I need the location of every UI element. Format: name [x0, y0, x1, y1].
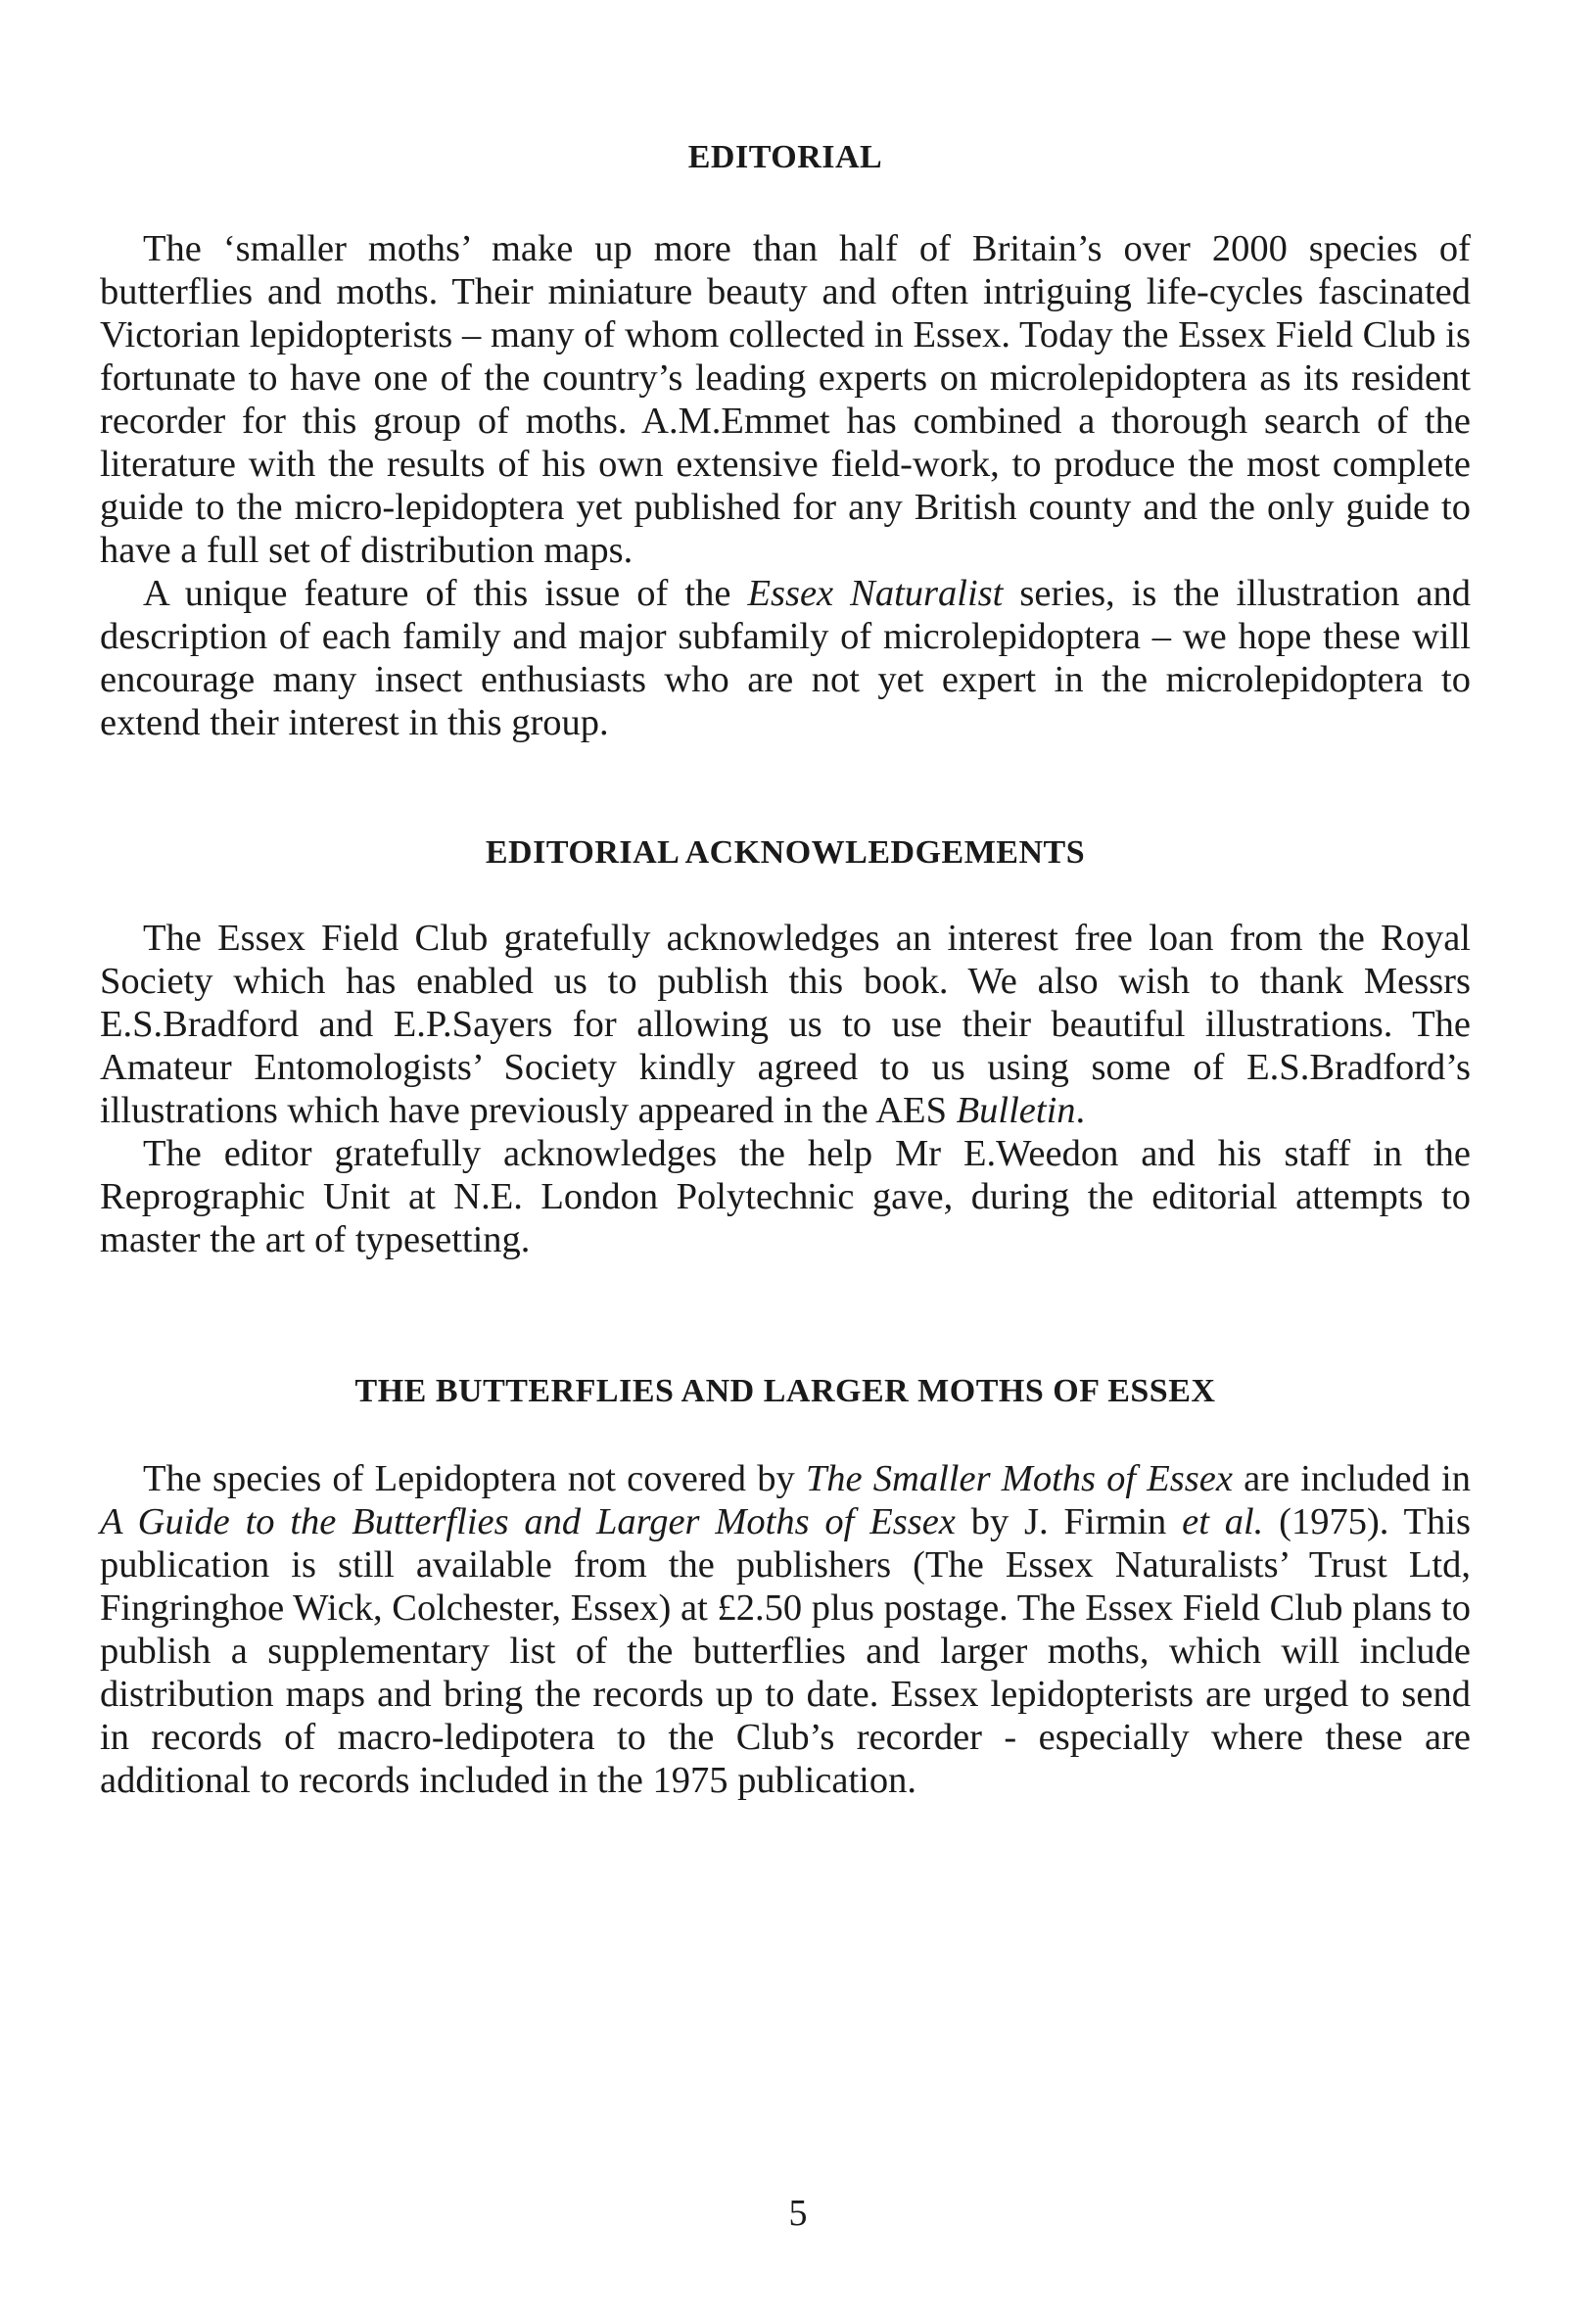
- butterflies-p1-text-a: The species of Lepidoptera not covered by: [143, 1458, 806, 1499]
- butterflies-section: [100, 1373, 1471, 1410]
- butterflies-p1-text-c: by J. Firmin: [955, 1501, 1183, 1542]
- butterflies-p1-text-b: are included in: [1232, 1458, 1471, 1499]
- butterflies-p1-text-d: (1975). This publication is still available from the publishers (The Essex Naturalists’ Trust Ltd, Fingringhoe Wick, Colchester, Essex) at £2.50 plus postage. The Essex Field Club plans to publish a supplementary list of the butterflies and larger moths, which will include distribution maps and bring the records up to date. Essex lepidopterists are urged to send in records of macro-ledipotera to the Club’s recorder - especially where these are additional to records included in the 1975 publication.: [100, 1501, 1471, 1801]
- acknowledgements-paragraph-2: The editor gratefully acknowledges the help Mr E.Weedon and his staff in the Reprographic Unit at N.E. London Polytechnic gave, during the editorial attempts to master the art of typesetting.: [100, 1133, 1471, 1260]
- page-number: 5: [788, 2193, 808, 2234]
- essex-naturalist-title: Essex Naturalist: [747, 573, 1004, 614]
- editorial-section: [100, 139, 1471, 176]
- butterflies-heading: THE BUTTERFLIES AND LARGER MOTHS OF ESSEX: [354, 1373, 1216, 1409]
- acknowledgements-p1-text-b: .: [1075, 1090, 1086, 1131]
- acknowledgements-paragraph-1: [100, 917, 1471, 1132]
- smaller-moths-title: The Smaller Moths of Essex: [805, 1458, 1233, 1499]
- acknowledgements-heading: EDITORIAL ACKNOWLEDGEMENTS: [485, 834, 1086, 871]
- butterflies-body: [100, 1457, 1471, 1802]
- guide-title: A Guide to the Butterflies and Larger Moths of Essex: [100, 1501, 956, 1542]
- butterflies-paragraph-1: [100, 1457, 1471, 1802]
- aes-bulletin-title: Bulletin: [956, 1090, 1076, 1131]
- et-al: et al.: [1182, 1501, 1264, 1542]
- editorial-paragraph-2: [100, 572, 1471, 744]
- editorial-heading: EDITORIAL: [687, 139, 883, 175]
- acknowledgements-section: [100, 834, 1471, 872]
- editorial-body: [100, 227, 1471, 744]
- editorial-p2-text-b: series, is the illustration and description of each family and major subfamily of microlepidoptera – we hope these will encourage many insect enthusiasts who are not yet expert in the microlepidoptera to extend their interest in this group.: [100, 573, 1471, 743]
- acknowledgements-p1-text-a: The Essex Field Club gratefully acknowledges an interest free loan from the Royal Society which has enabled us to publish this book. We also wish to thank Messrs E.S.Bradford and E.P.Sayers for allowing us to use their beautiful illustrations. The Amateur Entomologists’ Society kindly agreed to us using some of E.S.Bradford’s illustrations which have previously appeared in the AES: [100, 918, 1471, 1131]
- acknowledgements-body: [100, 917, 1471, 1261]
- editorial-paragraph-1: The ‘smaller moths’ make up more than half of Britain’s over 2000 species of butterflies and moths. Their miniature beauty and often intriguing life-cycles fascinated Victorian lepidopterists – many of whom collected in Essex. Today the Essex Field Club is fortunate to have one of the country’s leading experts on microlepidoptera as its resident recorder for this group of moths. A.M.Emmet has combined a thorough search of the literature with the results of his own extensive field-work, to produce the most complete guide to the micro-lepidoptera yet published for any British county and the only guide to have a full set of distribution maps.: [100, 228, 1471, 571]
- editorial-p2-text-a: A unique feature of this issue of the: [143, 573, 748, 614]
